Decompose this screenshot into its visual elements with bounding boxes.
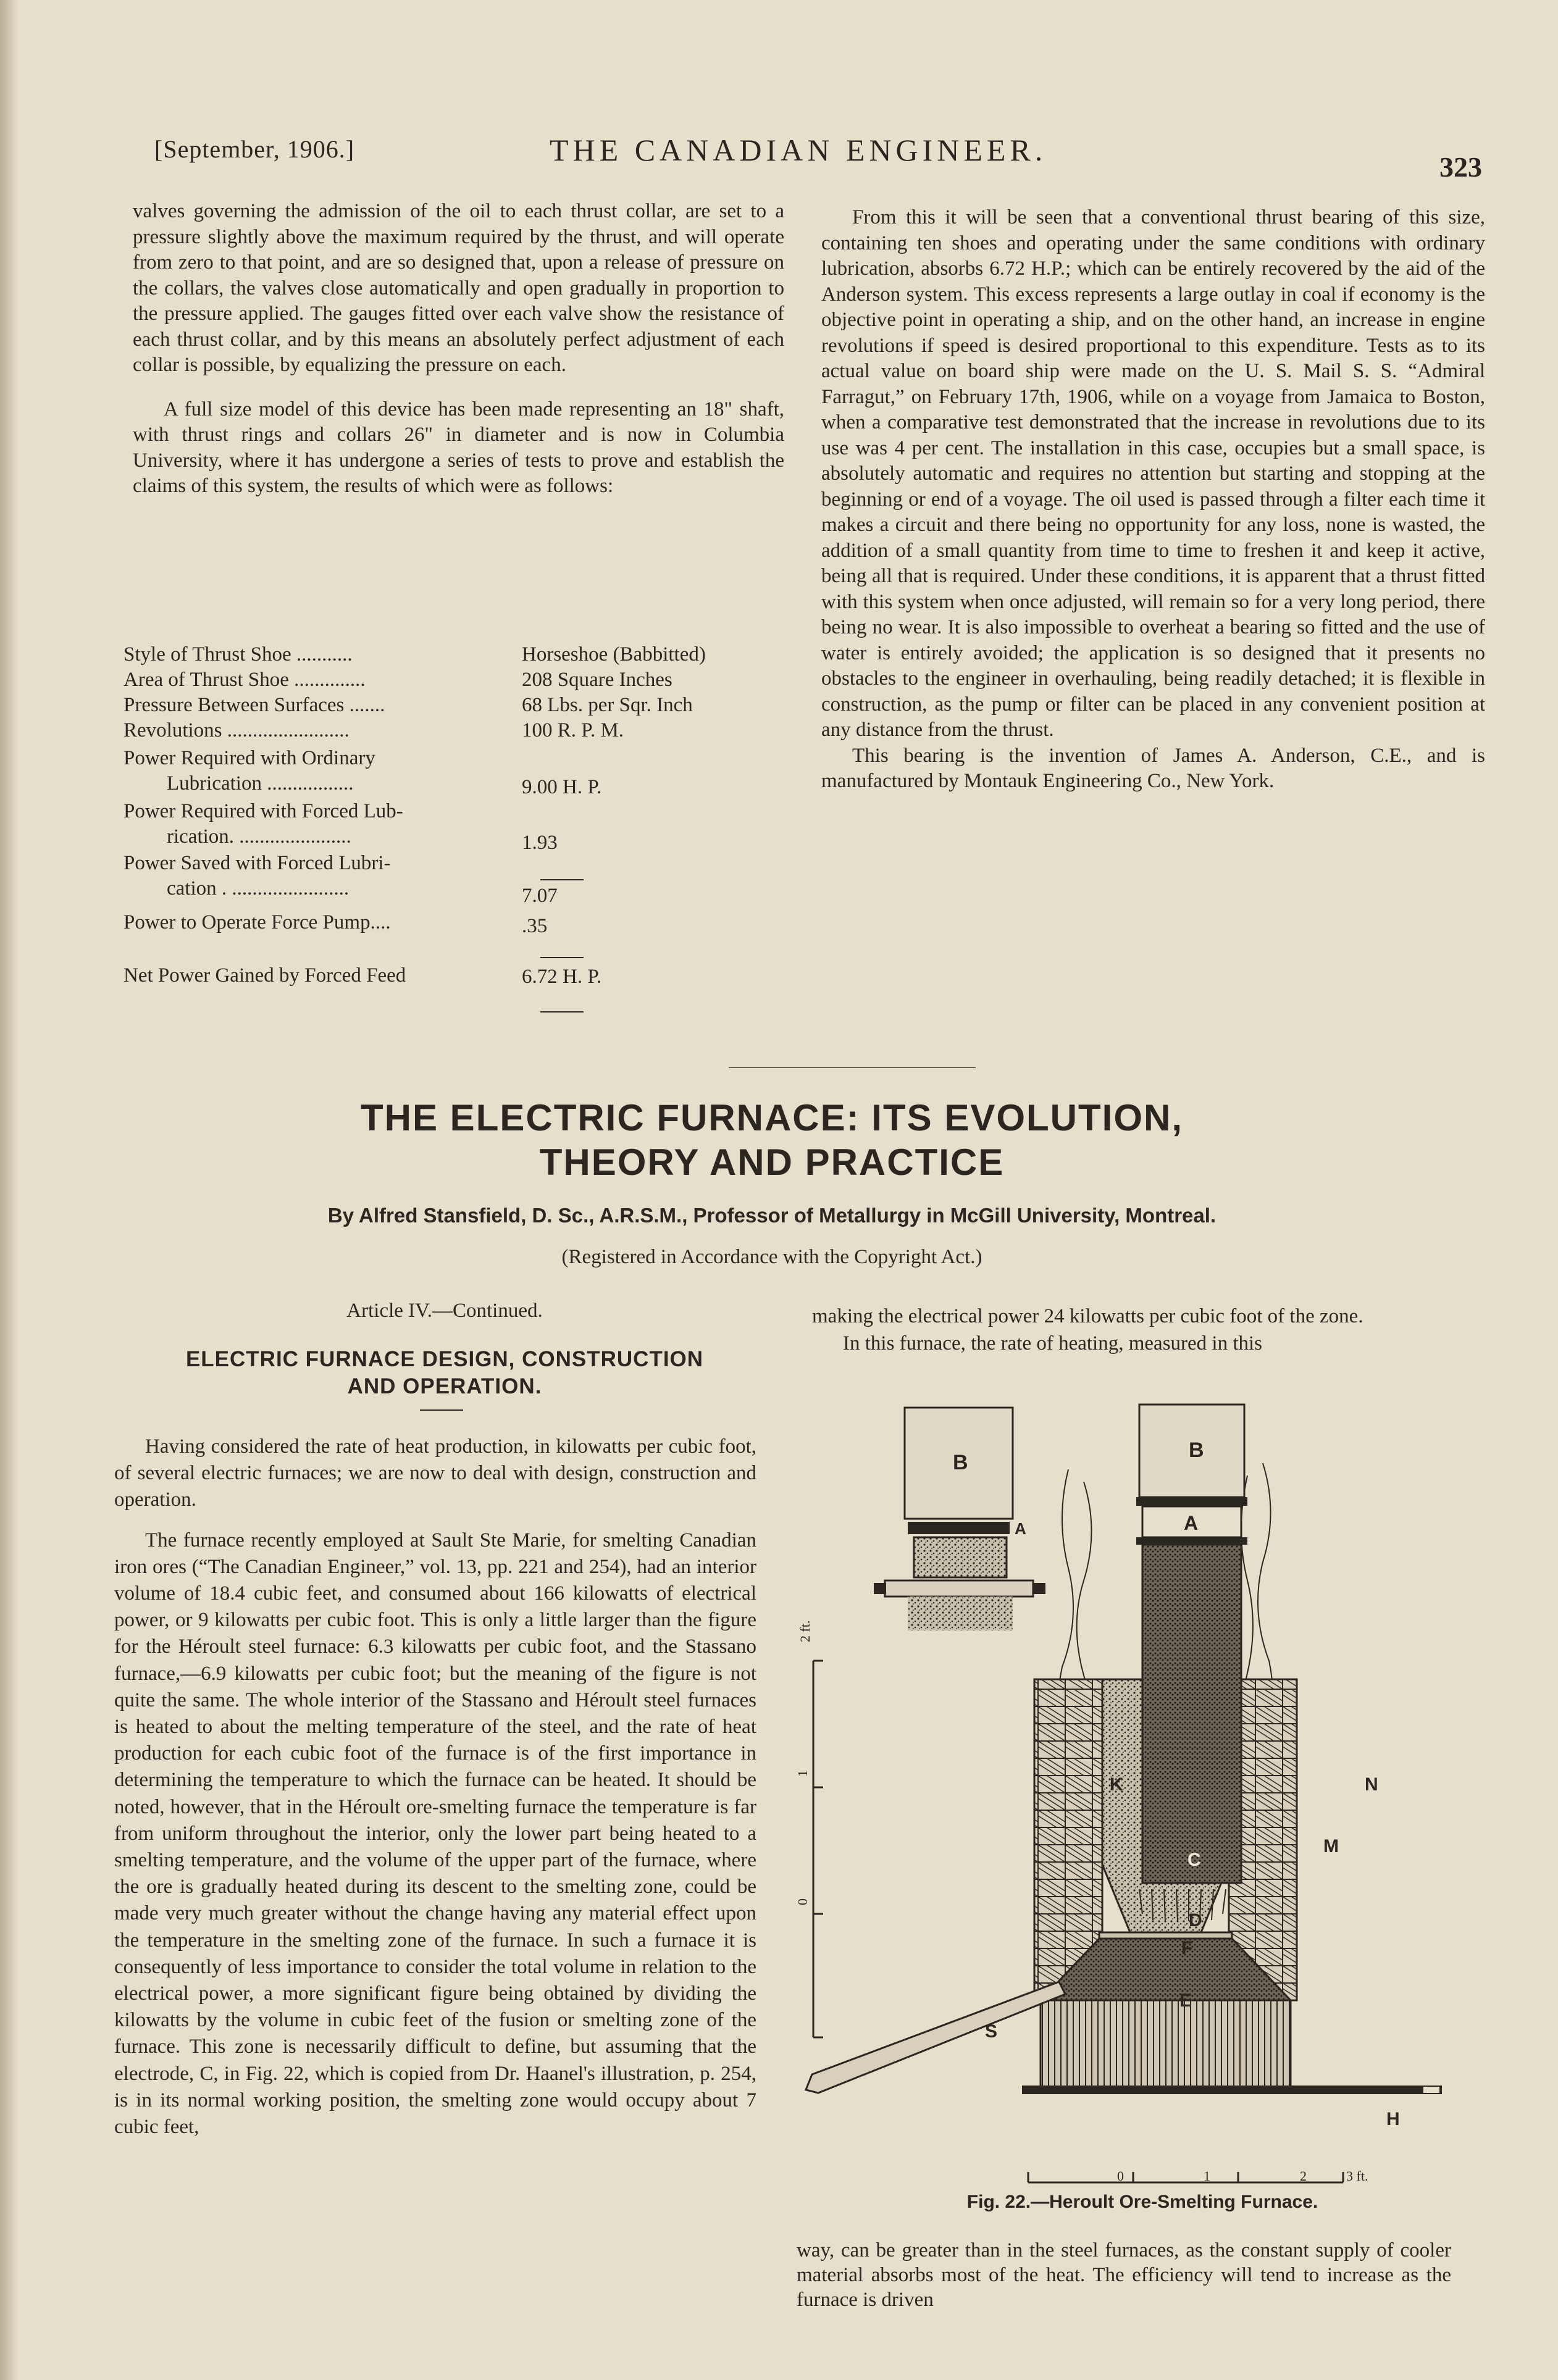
row-value: 9.00 H. P. — [522, 776, 602, 798]
running-header — [142, 130, 1501, 185]
title-line: THEORY AND PRACTICE — [539, 1142, 1005, 1183]
row-label: Power to Operate Force Pump.... — [124, 911, 391, 933]
article-left-column — [114, 1434, 756, 2152]
paragraph: From this it will be seen that a conventional thrust bearing of this size, containing ten shoes and operating under the same conditions with ordinary lubrication, absorbs 6.72 H.P.; which can be entirely recovered by the aid of the Anderson system. This excess represents a large outlay in coal if economy is the objective point in operating a ship, and on the other hand, an increase in engine revolutions if speed is desired proportional to this expenditure. Tests as to its actual value on board ship were made on the U. S. Mail S. S. “Admiral Farragut,” on February 17th, 1906, while on a voyage from Jamaica to Boston, when a comparative test demonstrated that the increase in revolutions due to its use was 4 per cent. The installation in this case, occupies but a small space, is absolutely automatic and requires no attention but starting and stopping at the beginning or end of a voyage. The oil used is passed through a filter each time it makes a circuit and there being no opportunity for any loss, none is wasted, the addition of a small quantity from time to time to freshen it and keep it active, being all that is required. Under these conditions, it is apparent that a thrust fitted with this system when once adjusted, will remain so for a very long period, there being no wear. It is also impossible to overheat a bearing so fitted and the use of water is entirely avoided; the application is so designed that it presents no obstacles to the engineer in overhauling, being readily detached; it is flexible in construction, as the pump or filter can be placed in any convenient position at any distance from the thrust. — [821, 206, 1485, 741]
paragraph: making the electrical power 24 kilowatts per cubic foot of the zone. — [812, 1305, 1363, 1327]
rule — [540, 879, 584, 880]
section-divider — [729, 1067, 976, 1068]
scale-label: 0 — [795, 1898, 810, 1905]
row-label: rication. ...................... — [167, 825, 351, 848]
paragraph: way, can be greater than in the steel furnaces, as the constant supply of cooler material absorbs most of the heat. The efficiency will tend to increase as the furnace is driven — [797, 2239, 1451, 2311]
row-value: .35 — [522, 915, 548, 937]
main-electrode — [1136, 1405, 1247, 1883]
label-a-small: A — [1015, 1519, 1026, 1538]
row-label: Net Power Gained by Forced Feed — [124, 964, 406, 987]
label-f: F — [1181, 1938, 1193, 1958]
row-value: 6.72 H. P. — [522, 966, 602, 988]
scale-label: 1 — [1204, 2168, 1210, 2184]
base-plate-end — [1423, 2087, 1439, 2093]
paragraph: In this furnace, the rate of heating, measured in this — [843, 1332, 1263, 1355]
tap-spout — [806, 1982, 1065, 2093]
title-line: THE ELECTRIC FURNACE: ITS EVOLUTION, — [361, 1097, 1183, 1138]
base-plate — [1022, 2086, 1442, 2094]
rule — [540, 1011, 584, 1013]
row-label: Revolutions ........................ — [124, 719, 350, 741]
label-h: H — [1386, 2109, 1400, 2129]
label-b-small: B — [953, 1451, 968, 1474]
journal-title: THE CANADIAN ENGINEER. — [550, 133, 1047, 167]
furnace-diagram — [794, 1395, 1479, 2186]
paragraph: Having considered the rate of heat production, in kilowatts per cubic foot, of several electric furnaces; we are now to deal with design, construction and operation. — [114, 1435, 756, 1511]
row-value: 1.93 — [522, 832, 558, 854]
row-label: cation . ....................... — [167, 877, 350, 900]
furnace-figure — [794, 1395, 1479, 2186]
byline: By Alfred Stansfield, D. Sc., A.R.S.M., Professor of Metallurgy in McGill University, Montreal. — [327, 1204, 1217, 1227]
vertical-scale — [795, 1621, 823, 2037]
row-label: Area of Thrust Shoe .............. — [124, 669, 366, 691]
rule — [420, 1409, 463, 1411]
section-heading — [114, 1346, 775, 1400]
paragraph: This bearing is the invention of James A. Anderson, C.E., and is manufactured by Montauk Engineering Co., New York. — [821, 744, 1485, 792]
scale-label: 2 ft. — [797, 1620, 813, 1642]
row-value: 208 Square Inches — [522, 669, 672, 691]
article-right-column-top — [812, 1304, 1470, 1367]
label-b-main: B — [1189, 1438, 1204, 1462]
row-label: Power Saved with Forced Lubri- — [124, 852, 391, 874]
scale-label: 0 — [1117, 2168, 1124, 2184]
row-value: 100 R. P. M. — [522, 719, 624, 741]
article-title — [185, 1096, 1359, 1185]
figure-caption: Fig. 22.—Heroult Ore-Smelting Furnace. — [966, 2192, 1318, 2212]
article-right-column-bottom — [797, 2238, 1451, 2323]
row-label: Power Required with Ordinary — [124, 747, 375, 769]
row-label: Style of Thrust Shoe ........... — [124, 643, 353, 666]
label-s: S — [985, 2021, 998, 2042]
scale-label: 1 — [795, 1770, 810, 1777]
row-label: Pressure Between Surfaces ....... — [124, 694, 385, 716]
paragraph: The furnace recently employed at Sault Ste Marie, for smelting Canadian iron ores (“The Canadian Engineer,” vol. 13, pp. 221 and 254), had an interior volume of 18.4 cubic feet, and consumed about 166 kilowatts of electrical power, or 9 kilowatts per cubic foot. This is only a little larger than the figure for the Héroult steel furnace: 6.3 kilowatts per cubic foot, and the Stassano furnace,—6.9 kilowatts per cubic foot; but the meaning of the figure is not quite the same. The whole interior of the Stassano and Héroult steel furnaces is heated to about the melting temperature of the steel, and the rate of heat production for each cubic foot of the furnace is of the first importance in determining the temperature to which the furnace can be heated. It should be noted, however, that in the Héroult ore-smelting furnace the temperature is far from uniform throughout the interior, only the lower part being heated to a smelting temperature, and the volume of the upper part of the furnace, where the ore is gradually heated during its descent to the smelting zone, could be made very much greater without the change having any material effect upon the temperature in the smelting zone of the furnace. In such a furnace it is consequently of less importance to consider the total volume in relation to the electrical power, a more significant figure being obtained by dividing the kilowatts by the volume in cubic feet of the fusion or smelting zone of the furnace. This zone is necessarily difficult to define, but assuming that the electrode, C, in Fig. 22, which is copied from Dr. Haanel's illustration, p. 254, is in its normal working position, the smelting zone would occupy about 7 cubic feet, — [114, 1529, 756, 2139]
label-m: M — [1323, 1836, 1339, 1856]
page-number: 323 — [1439, 151, 1482, 183]
paragraph: A full size model of this device has been made representing an 18" shaft, with thrust rings and collars 26" in diameter and is now in Columbia University, where it has undergone a series of tests to prove and establish the claims of this system, the results of which were as follows: — [133, 398, 784, 497]
right-column-top — [821, 205, 1485, 806]
heading-line: AND OPERATION. — [347, 1374, 542, 1398]
scale-label: 3 ft. — [1346, 2168, 1368, 2184]
hearth-base — [1041, 2000, 1291, 2087]
scale-label: 2 — [1300, 2168, 1307, 2184]
article-subtitle: Article IV.—Continued. — [346, 1300, 543, 1322]
label-n: N — [1365, 1774, 1378, 1795]
row-value: 68 Lbs. per Sqr. Inch — [522, 694, 693, 716]
page-edge — [0, 0, 19, 2380]
row-label: Power Required with Forced Lub- — [124, 800, 403, 822]
label-c: C — [1187, 1850, 1201, 1870]
label-k: K — [1110, 1774, 1123, 1795]
electrode-detail — [874, 1408, 1045, 1631]
row-label: Lubrication ................. — [167, 772, 354, 795]
label-e: E — [1179, 1990, 1192, 2011]
row-value: 7.07 — [522, 885, 558, 907]
label-a-main: A — [1184, 1512, 1199, 1534]
label-d: D — [1189, 1910, 1202, 1931]
heading-line: ELECTRIC FURNACE DESIGN, CONSTRUCTION — [185, 1347, 704, 1371]
left-column-top — [133, 199, 784, 511]
paragraph: valves governing the admission of the oil to each thrust collar, are set to a pressure slightly above the maximum required by the thrust, and will operate from zero to that point, and are so designed that, upon a release of pressure on the collars, the valves close automatically and open gradually in proportion to the pressure applied. The gauges fitted over each valve show the resistance of each thrust collar, and by this means an absolutely perfect adjustment of each collar is possible, by equalizing the pressure on each. — [133, 200, 784, 376]
copyright-notice: (Registered in Accordance with the Copyright Act.) — [561, 1246, 982, 1268]
horizontal-scale — [1028, 2168, 1368, 2184]
issue-date: [September, 1906.] — [154, 135, 355, 163]
rule — [540, 957, 584, 958]
row-value: Horseshoe (Babbitted) — [522, 643, 706, 666]
